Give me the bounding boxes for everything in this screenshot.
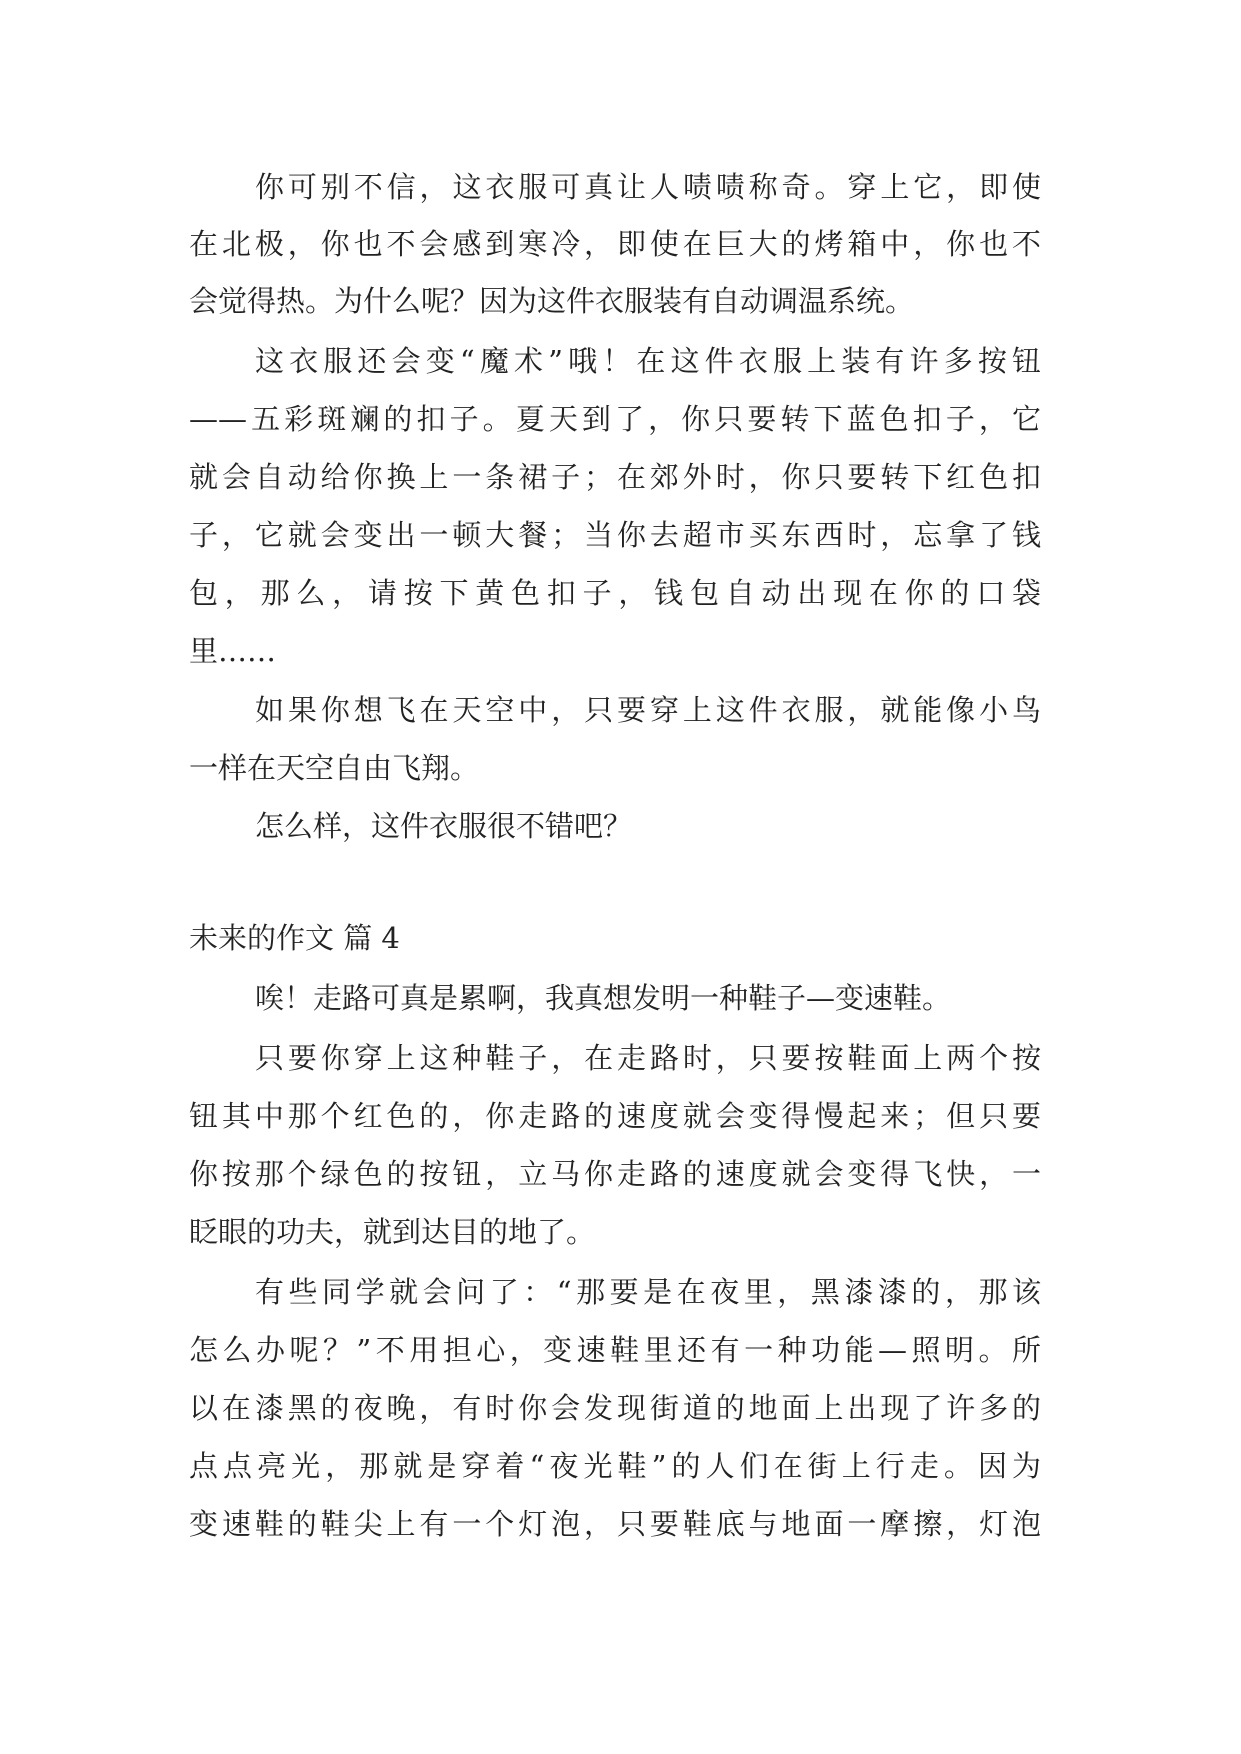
paragraph-line: 怎么样，这件衣服很不错吧？ — [255, 809, 633, 843]
paragraph-line: 你按那个绿色的按钮，立马你走路的速度就会变得飞快，一 — [189, 1157, 1041, 1191]
paragraph-line: 里…… — [189, 634, 277, 668]
paragraph-line: 钮其中那个红色的，你走路的速度就会变得慢起来；但只要 — [189, 1099, 1041, 1133]
paragraph-line: 这衣服还会变“魔术”哦！在这件衣服上装有许多按钮 — [255, 344, 1041, 378]
section-heading: 未来的作文 篇 4 — [189, 921, 400, 955]
paragraph-line: 点点亮光，那就是穿着“夜光鞋”的人们在街上行走。因为 — [189, 1449, 1041, 1483]
paragraph-line: 子，它就会变出一顿大餐；当你去超市买东西时，忘拿了钱 — [189, 518, 1041, 552]
paragraph-line: 变速鞋的鞋尖上有一个灯泡，只要鞋底与地面一摩擦，灯泡 — [189, 1507, 1041, 1541]
paragraph-line: 眨眼的功夫，就到达目的地了。 — [189, 1215, 596, 1249]
paragraph-line: 一样在天空自由飞翔。 — [189, 751, 480, 785]
paragraph-line: 你可别不信，这衣服可真让人啧啧称奇。穿上它，即使 — [255, 170, 1041, 204]
paragraph-line: 怎么办呢？”不用担心，变速鞋里还有一种功能—照明。所 — [189, 1333, 1041, 1367]
paragraph-line: 包，那么，请按下黄色扣子，钱包自动出现在你的口袋 — [189, 576, 1041, 610]
paragraph-line: 会觉得热。为什么呢？因为这件衣服装有自动调温系统。 — [189, 284, 915, 318]
paragraph-line: ——五彩斑斓的扣子。夏天到了，你只要转下蓝色扣子，它 — [189, 402, 1041, 436]
paragraph-line: 有些同学就会问了：“那要是在夜里，黑漆漆的，那该 — [255, 1275, 1041, 1309]
paragraph-line: 如果你想飞在天空中，只要穿上这件衣服，就能像小鸟 — [255, 693, 1041, 727]
paragraph-line: 只要你穿上这种鞋子，在走路时，只要按鞋面上两个按 — [255, 1041, 1041, 1075]
paragraph-line: 以在漆黑的夜晚，有时你会发现街道的地面上出现了许多的 — [189, 1391, 1041, 1425]
paragraph-line: 就会自动给你换上一条裙子；在郊外时，你只要转下红色扣 — [189, 460, 1041, 494]
paragraph-line: 在北极，你也不会感到寒冷，即使在巨大的烤箱中，你也不 — [189, 227, 1041, 261]
paragraph-line: 唉！走路可真是累啊，我真想发明一种鞋子—变速鞋。 — [255, 981, 952, 1015]
